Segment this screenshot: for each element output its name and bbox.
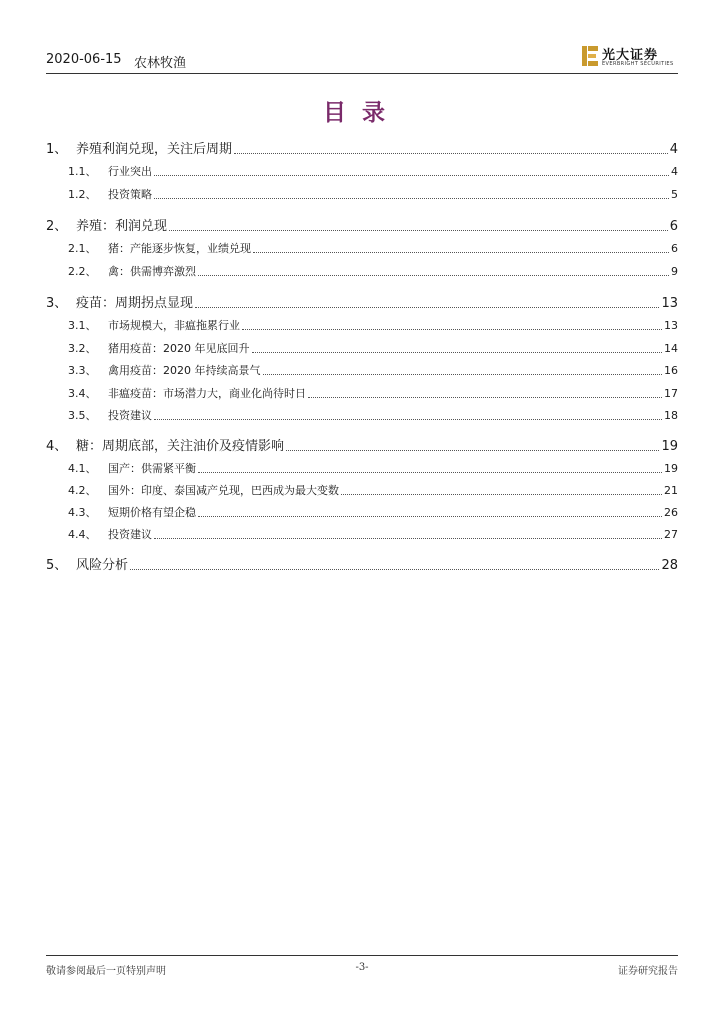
toc-leader [198,275,669,276]
toc-number: 3.3、 [68,364,97,377]
toc-leader [242,329,662,330]
toc-entry[interactable] [46,215,678,234]
toc-page: 13 [661,296,678,311]
footer-divider [46,955,678,956]
logo-name-cn: 光大证券 [602,48,659,63]
toc-page: 16 [664,364,678,377]
toc-text: 国外：印度、泰国减产兑现，巴西成为最大变数 [108,484,339,497]
footer-report-type: 证券研究报告 [618,966,678,977]
toc-leader [154,198,669,199]
toc-page: 21 [664,484,678,497]
header-divider [46,73,678,74]
toc-text: 养殖利润兑现，关注后周期 [76,142,233,157]
report-sector: 农林牧渔 [134,56,187,71]
toc-number: 4.3、 [68,506,97,519]
toc-text: 养殖：利润兑现 [76,219,168,234]
toc-number: 1.2、 [68,188,97,201]
toc-text: 短期价格有望企稳 [108,506,196,519]
toc-entry[interactable] [46,186,678,202]
toc-entry[interactable] [46,460,678,476]
toc-text: 国产：供需紧平衡 [108,462,196,475]
toc-page: 4 [671,165,678,178]
toc-entry[interactable] [46,554,678,573]
toc-entry[interactable] [46,138,678,157]
toc-text: 禽用疫苗：2020 年持续高景气 [108,364,261,377]
toc-leader [154,538,662,539]
toc-entry[interactable] [46,385,678,401]
toc-page: 6 [671,242,678,255]
toc-leader [341,494,662,495]
toc-entry[interactable] [46,504,678,520]
footer-disclaimer-link: 敬请参阅最后一页特别声明 [46,966,166,977]
toc-text: 投资策略 [108,188,152,201]
toc-page: 18 [664,409,678,422]
toc-text: 行业突出 [108,165,152,178]
page-number: -3- [355,962,369,973]
toc-number: 3.5、 [68,409,97,422]
toc-entry[interactable] [46,240,678,256]
toc-entry[interactable] [46,263,678,279]
toc-entry[interactable] [46,317,678,333]
toc-page: 4 [669,142,678,157]
toc-entry[interactable] [46,407,678,423]
toc-leader [286,450,659,451]
page-header [46,44,678,72]
toc-text: 风险分析 [76,558,129,573]
toc-number: 5、 [46,558,68,573]
toc-text: 投资建议 [108,528,152,541]
toc-number: 4.4、 [68,528,97,541]
toc-leader [308,397,662,398]
toc-entry[interactable] [46,362,678,378]
toc-text: 投资建议 [108,409,152,422]
toc-page: 9 [671,265,678,278]
toc-number: 4.1、 [68,462,97,475]
toc-entry[interactable] [46,435,678,454]
toc-page: 14 [664,342,678,355]
logo-mark-icon [582,46,598,66]
toc-number: 3.1、 [68,319,97,332]
toc-number: 4.2、 [68,484,97,497]
page-title: 目录 [323,99,401,126]
toc-page: 5 [671,188,678,201]
toc-text: 疫苗：周期拐点显现 [76,296,194,311]
toc-page: 19 [661,439,678,454]
toc-entry[interactable] [46,340,678,356]
toc-text: 糖：周期底部，关注油价及疫情影响 [76,439,285,454]
toc-entry[interactable] [46,482,678,498]
toc-page: 19 [664,462,678,475]
toc-text: 禽：供需博弈激烈 [108,265,196,278]
toc-page: 28 [661,558,678,573]
toc-number: 4、 [46,439,68,454]
toc-leader [263,374,663,375]
toc-text: 猪用疫苗：2020 年见底回升 [108,342,250,355]
toc-page: 26 [664,506,678,519]
toc-number: 3.2、 [68,342,97,355]
toc-leader [154,175,669,176]
company-logo [582,44,678,70]
toc-page: 27 [664,528,678,541]
toc-page: 6 [669,219,678,234]
toc-leader [234,153,668,154]
toc-number: 2.1、 [68,242,97,255]
toc-leader [198,472,662,473]
toc-leader [195,307,659,308]
toc-text: 猪：产能逐步恢复，业绩兑现 [108,242,251,255]
toc-leader [252,352,663,353]
toc-number: 2.2、 [68,265,97,278]
toc-number: 2、 [46,219,68,234]
toc-leader [169,230,668,231]
toc-leader [130,569,659,570]
toc-page: 17 [664,387,678,400]
toc-number: 3、 [46,296,68,311]
toc-leader [154,419,662,420]
logo-name-en: EVERBRIGHT SECURITIES [602,61,674,67]
report-date: 2020-06-15 [46,52,122,67]
toc-text: 非瘟疫苗：市场潜力大，商业化尚待时日 [108,387,306,400]
toc-text: 市场规模大，非瘟拖累行业 [108,319,240,332]
toc-number: 1.1、 [68,165,97,178]
toc-entry[interactable] [46,292,678,311]
toc-entry[interactable] [46,526,678,542]
toc-page: 13 [664,319,678,332]
toc-number: 3.4、 [68,387,97,400]
toc-number: 1、 [46,142,68,157]
toc-leader [253,252,669,253]
toc-leader [198,516,662,517]
toc-entry[interactable] [46,163,678,179]
